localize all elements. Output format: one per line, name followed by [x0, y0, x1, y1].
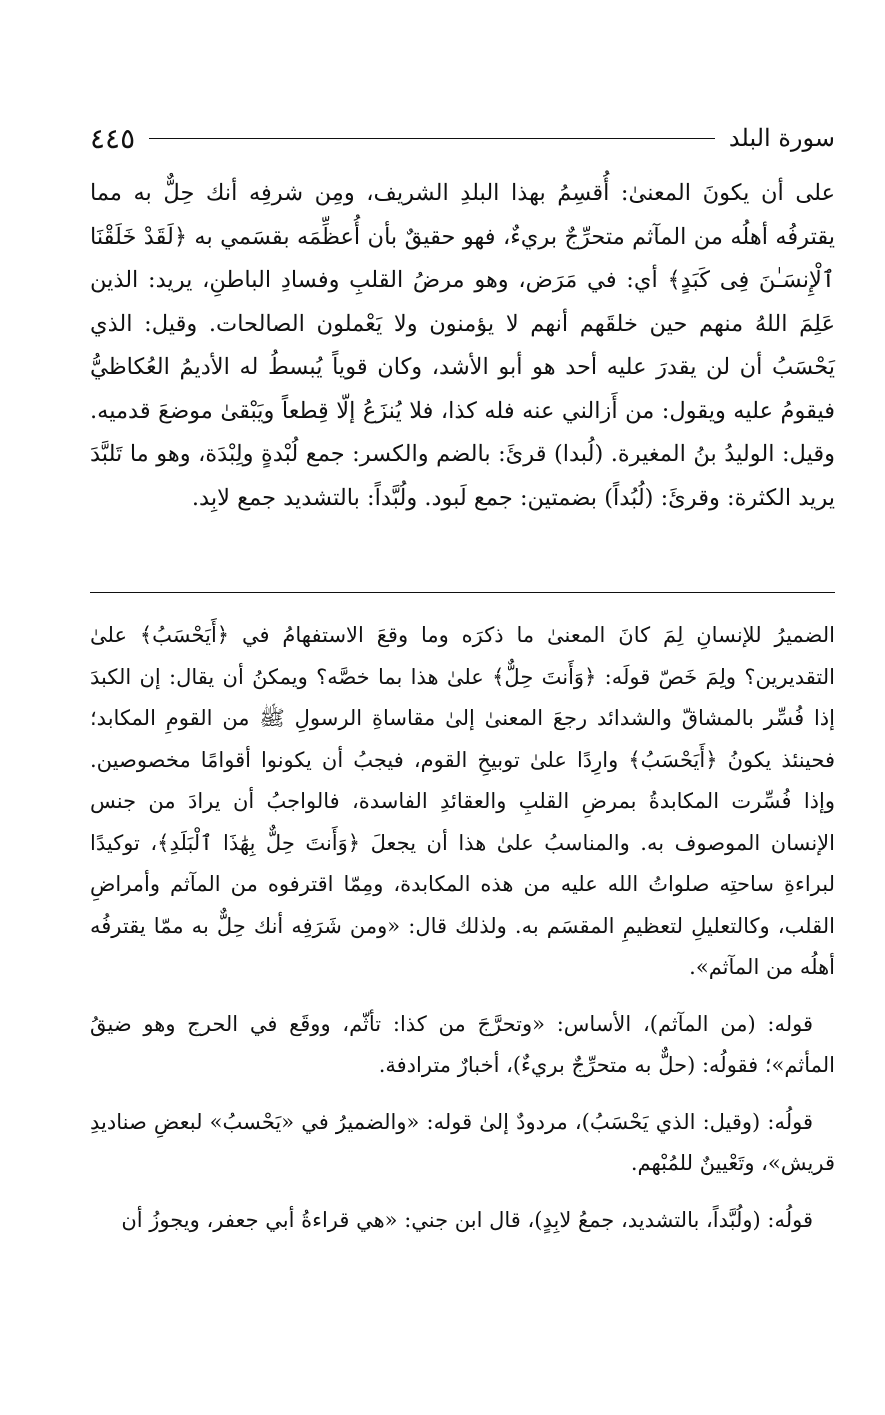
commentary-paragraph: قولُه: (ولُبَّداً، بالتشديد، جمعُ لابِدٍ)، قال ابن جني: «هي قراءةُ أبي جعفر، ويجوزُ أن [121, 1207, 813, 1232]
main-text: على أن يكونَ المعنىٰ: أُقسِمُ بهذا البلدِ الشريف، ومِن شرفِه أنك حِلٌّ به مما يقترفُه أهلُه من المآثم متحرِّجٌ بريءٌ، فهو حقيقٌ بأن أُعظِّمَه بقسَمي به ﴿لَقَدْ خَلَقْنَا ٱلْإِنسَـٰنَ فِى كَبَدٍ﴾ أي: في مَرَض، وهو مرضُ القلبِ وفسادِ الباطنِ، يريد: الذين عَلِمَ اللهُ منهم حين خلقَهم أنهم لا يؤمنون ولا يَعْملون الصالحات. وقيل: الذي يَحْسَبُ أن لن يقدرَ عليه أحد هو أبو الأشد، وكان قوياً يُبسطُ له الأديمُ العُكاظيُّ فيقومُ عليه ويقول: من أَزالني عنه فله كذا، فلا يُنزَعُ إلّا قِطعاً ويَبْقىٰ موضعَ قدميه. وقيل: الوليدُ بنُ المغيرة. (لُبدا) قرئَ: بالضم والكسر: جمع لُبْدةٍ ولِبْدَة، وهو ما تَلبَّدَ يريد الكثرة: وقرئَ: (لُبُداً) بضمتين: جمع لَبود. ولُبَّداً: بالتشديد جمع لابِد. [90, 180, 835, 511]
section-divider [90, 592, 835, 593]
commentary-paragraph: قوله: (من المآثم)، الأساس: «وتحرَّجَ من كذا: تأثّم، ووقَع في الحرج وهو ضيقُ المأثم»؛ فقولُه: (حلٌّ به متحرِّجٌ بريءٌ)، أخبارٌ مترادفة. [90, 1011, 835, 1077]
page-number: ٤٤٥ [90, 121, 136, 155]
commentary-paragraph: الضميرُ للإنسانِ لِمَ كانَ المعنىٰ ما ذكرَه وما وقعَ الاستفهامُ في ﴿أَيَحْسَبُ﴾ علىٰ التقديرين؟ ولِمَ خَصّ قولَه: ﴿وَأَنتَ حِلٌّ﴾ علىٰ هذا بما خصَّه؟ ويمكنُ أن يقال: إن الكبدَ إذا فُسِّر بالمشاقّ والشدائد رجعَ المعنىٰ إلىٰ مقاساةِ الرسولِ ﷺ من القومِ المكابد؛ فحينئذ يكونُ ﴿أَيَحْسَبُ﴾ وارِدًا علىٰ توبيخِ القوم، فيجبُ أن يكونوا أقوامًا مخصوصين. وإذا فُسِّرت المكابدةُ بمرضِ القلبِ والعقائدِ الفاسدة، فالواجبُ أن يرادَ من جنس الإنسان الموصوف به. والمناسبُ علىٰ هذا أن يجعلَ ﴿وَأَنتَ حِلٌّ بِهَٰذَا ٱلْبَلَدِ﴾، توكيدًا لبراءةِ ساحتِه صلواتُ الله عليه من هذه المكابدة، ومِمّا اقترفوه من المآثم وأمراضِ القلب، وكالتعليلِ لتعظيمِ المقسَم به. ولذلك قال: «ومن شَرَفِه أنك حِلٌّ به ممّا يقترفُه أهلُه من المآثم». [90, 623, 835, 979]
commentary-paragraph: قولُه: (وقيل: الذي يَحْسَبُ)، مردودٌ إلىٰ قوله: «والضميرُ في «يَحْسبُ» لبعضِ صناديدِ قريش»، وتَعْيينٌ للمُبْهم. [90, 1109, 835, 1175]
commentary [90, 615, 835, 1256]
page-header [90, 118, 835, 158]
header-rule [149, 138, 715, 139]
surah-title: سورة البلد [728, 124, 835, 152]
